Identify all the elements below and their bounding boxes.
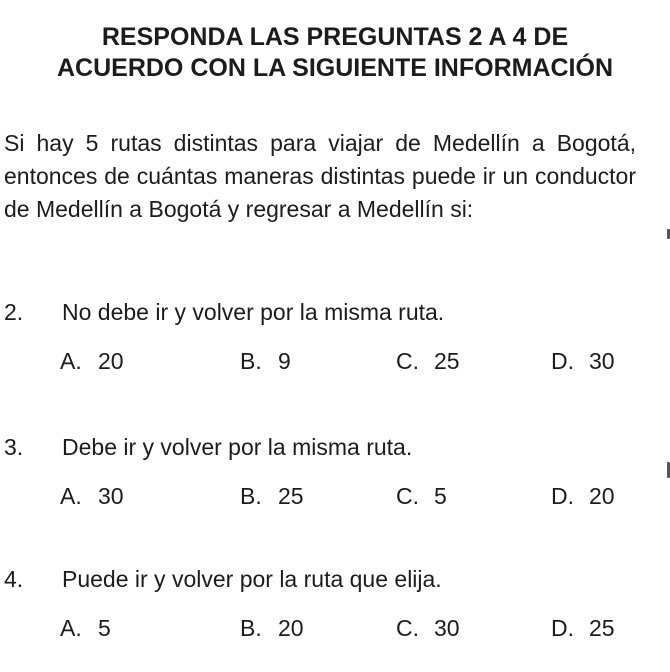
question-2 (4, 297, 644, 376)
question-number: 3. (4, 434, 24, 460)
question-number: 4. (4, 566, 24, 592)
option-value: 25 (434, 348, 460, 374)
option-value: 25 (278, 483, 304, 509)
option-b[interactable] (240, 481, 304, 511)
option-letter: D. (551, 483, 574, 509)
option-letter: A. (60, 615, 82, 641)
question-text: No debe ir y volver por la misma ruta. (62, 299, 445, 325)
question-text: Puede ir y volver por la ruta que elija. (62, 566, 442, 592)
option-letter: B. (240, 483, 262, 509)
option-value: 5 (98, 615, 111, 641)
option-value: 5 (434, 483, 447, 509)
question-text: Debe ir y volver por la misma ruta. (62, 434, 413, 460)
option-letter: B. (240, 348, 262, 374)
problem-statement: Si hay 5 rutas distintas para viajar de Medellín a Bogotá, entonces de cuántas maneras distintas puede ir un conductor de Medellín a Bogotá y regresar a Medellín si: (4, 130, 636, 222)
option-letter: C. (396, 615, 419, 641)
option-letter: D. (551, 348, 574, 374)
option-value: 30 (98, 483, 124, 509)
option-c[interactable] (396, 613, 460, 643)
option-letter: C. (396, 348, 419, 374)
option-a[interactable] (60, 481, 124, 511)
option-c[interactable] (396, 481, 447, 511)
option-letter: D. (551, 615, 574, 641)
answer-options (4, 613, 644, 643)
option-value: 25 (589, 615, 615, 641)
option-a[interactable] (60, 613, 111, 643)
heading-line-1: RESPONDA LAS PREGUNTAS 2 A 4 DE (101, 23, 569, 51)
option-c[interactable] (396, 346, 460, 376)
option-letter: A. (60, 483, 82, 509)
option-value: 30 (589, 348, 615, 374)
heading-line-2: ACUERDO CON LA SIGUIENTE INFORMACIÓN (56, 54, 614, 82)
option-value: 20 (589, 483, 615, 509)
answer-options (4, 346, 644, 376)
question-number: 2. (4, 299, 24, 325)
option-letter: C. (396, 483, 419, 509)
option-letter: A. (60, 348, 82, 374)
instructions-heading (0, 22, 670, 84)
option-d[interactable] (551, 346, 615, 376)
answer-options (4, 481, 644, 511)
question-3 (4, 432, 644, 511)
option-b[interactable] (240, 613, 304, 643)
option-b[interactable] (240, 346, 291, 376)
option-value: 20 (98, 348, 124, 374)
option-d[interactable] (551, 613, 615, 643)
option-a[interactable] (60, 346, 124, 376)
option-value: 20 (278, 615, 304, 641)
option-letter: B. (240, 615, 262, 641)
question-4 (4, 564, 644, 643)
option-value: 30 (434, 615, 460, 641)
option-d[interactable] (551, 481, 615, 511)
option-value: 9 (278, 348, 291, 374)
